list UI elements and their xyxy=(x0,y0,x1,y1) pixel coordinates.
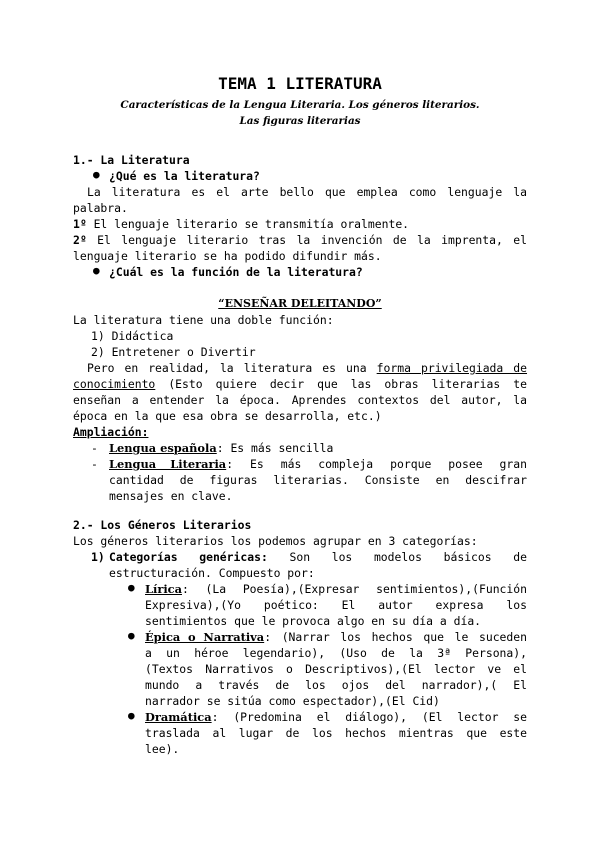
ampliacion-heading: Ampliación: xyxy=(73,425,149,439)
categorias-genericas-item: Categorías genéricas: Son los modelos básicos de xyxy=(109,550,527,564)
paragraph-line: estructuración. Compuesto por: xyxy=(109,566,315,580)
lengua-literaria-item: Lengua Literaria: Es más compleja porque posee gran xyxy=(109,457,527,471)
question-what-is-literature: ¿Qué es la literatura? xyxy=(109,169,260,183)
paragraph-line: sentimientos que le provoca algo en su día a día. xyxy=(145,614,482,628)
paragraph-line: La literatura es el arte bello que emplea como lenguaje la xyxy=(87,185,527,199)
bullet-icon: ● xyxy=(128,709,135,722)
paragraph-line: Pero en realidad, la literatura es una forma privilegiada de xyxy=(87,361,528,375)
bullet-icon: ● xyxy=(128,581,135,594)
question-literature-function: ¿Cuál es la función de la literatura? xyxy=(109,265,363,279)
paragraph-line: La literatura tiene una doble función: xyxy=(73,313,334,327)
paragraph-line: (Textos Narrativos o Descriptivos),(El lector ve el xyxy=(145,662,527,676)
section-2-heading: 2.- Los Géneros Literarios xyxy=(73,518,252,532)
dash-icon: - xyxy=(91,441,98,455)
paragraph-line: traslada al lugar de los hechos mientras que este xyxy=(145,726,527,740)
section-1-heading: 1.- La Literatura xyxy=(73,153,190,167)
paragraph-line: enseñan a entender la época. Aprendes contextos del autor, la xyxy=(73,393,527,407)
paragraph-line: narrador se sitúa como espectador),(El Cid) xyxy=(145,694,440,708)
lengua-espanola-item: Lengua española: Es más sencilla xyxy=(109,441,334,455)
dramatica-item: Dramática: (Predomina el diálogo), (El lector se xyxy=(145,710,527,724)
paragraph-line: época en la que esa obra se desarrolla, etc.) xyxy=(73,409,382,423)
numbered-point-2: 2º El lenguaje literario tras la invención de la imprenta, el xyxy=(73,233,527,247)
category-number: 1) xyxy=(91,550,105,564)
lirica-item: Lírica: (La Poesía),(Expresar sentimientos),(Función xyxy=(145,582,527,596)
numbered-point-1: 1º El lenguaje literario se transmitía oralmente. xyxy=(73,217,410,231)
function-item-2: 2) Entretener o Divertir xyxy=(91,345,256,359)
paragraph-line: Los géneros literarios los podemos agrupar en 3 categorías: xyxy=(73,534,478,548)
subtitle-line-1: Características de la Lengua Literaria. Los géneros literarios. xyxy=(120,99,480,111)
dash-icon: - xyxy=(91,457,98,471)
subtitle-line-2: Las figuras literarias xyxy=(239,115,361,127)
epica-item: Épica o Narrativa: (Narrar los hechos que le suceden xyxy=(145,630,527,644)
paragraph-line: palabra. xyxy=(73,201,128,215)
paragraph-line: cantidad de figuras literarias. Consiste en descifrar xyxy=(109,473,527,487)
paragraph-line: mundo a través de los ojos del narrador),( El xyxy=(145,678,527,692)
bullet-icon: ● xyxy=(93,264,100,277)
page-subtitle xyxy=(60,97,540,129)
function-item-1: 1) Didáctica xyxy=(91,329,174,343)
paragraph-line: a un héroe legendario), (Uso de la 3ª Persona), xyxy=(145,646,527,660)
motto-heading: “ENSEÑAR DELEITANDO” xyxy=(218,297,382,310)
paragraph-line: mensajes en clave. xyxy=(109,489,233,503)
paragraph-line: lee). xyxy=(145,742,180,756)
paragraph-line: Expresiva),(Yo poético: El autor expresa los xyxy=(145,598,527,612)
paragraph-line: conocimiento (Esto quiere decir que las obras literarias te xyxy=(73,377,527,391)
bullet-icon: ● xyxy=(93,168,100,181)
bullet-icon: ● xyxy=(128,629,135,642)
paragraph-line: lenguaje literario se ha podido difundir más. xyxy=(73,249,382,263)
page-title: TEMA 1 LITERATURA xyxy=(218,74,382,93)
